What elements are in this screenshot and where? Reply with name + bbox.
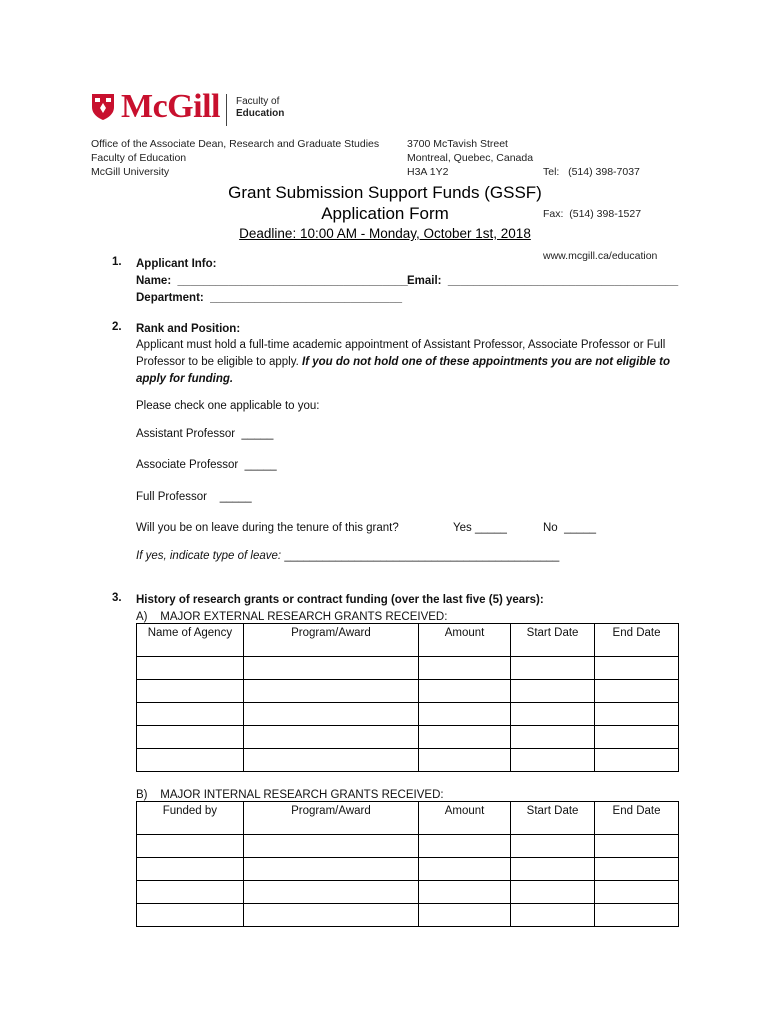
eligibility-text-line1: Applicant must hold a full-time academic appointment of Assistant Professor, Associate Professor or Full — [136, 339, 666, 351]
assistant-professor-option[interactable]: Assistant Professor _____ — [136, 428, 274, 440]
table-header-row — [137, 802, 679, 835]
office-block — [91, 137, 379, 179]
logo-faculty — [236, 96, 284, 120]
column-header: End Date — [595, 624, 679, 657]
table-cell[interactable] — [511, 858, 595, 881]
office-line: Faculty of Education — [91, 152, 187, 164]
column-header: Amount — [419, 624, 511, 657]
leave-type-field[interactable] — [136, 548, 559, 565]
table-cell[interactable] — [137, 680, 244, 703]
internal-grants-table — [136, 801, 679, 927]
logo-faculty-line1: Faculty of — [236, 96, 280, 107]
table-cell[interactable] — [511, 657, 595, 680]
name-field[interactable]: Name: ____________________________________ — [136, 275, 408, 287]
table-cell[interactable] — [419, 881, 511, 904]
leave-question: Will you be on leave during the tenure of this grant? — [136, 522, 399, 534]
table-cell[interactable] — [243, 904, 418, 927]
table-cell[interactable] — [137, 726, 244, 749]
table-cell[interactable] — [243, 657, 418, 680]
table-row — [137, 703, 679, 726]
table-cell[interactable] — [137, 657, 244, 680]
table-cell[interactable] — [137, 881, 244, 904]
table-cell[interactable] — [419, 726, 511, 749]
leave-no-option[interactable]: No _____ — [543, 522, 597, 534]
table-cell[interactable] — [419, 858, 511, 881]
full-professor-option[interactable]: Full Professor _____ — [136, 491, 252, 503]
external-grants-table — [136, 623, 679, 772]
column-header: Program/Award — [243, 802, 418, 835]
website-link[interactable]: www.mcgill.ca/education — [543, 250, 658, 262]
department-field[interactable]: Department: ______________________________ — [136, 292, 402, 304]
associate-professor-option[interactable]: Associate Professor _____ — [136, 459, 277, 471]
office-line: McGill University — [91, 166, 170, 178]
table-row — [137, 904, 679, 927]
table-header-row — [137, 624, 679, 657]
logo-wordmark: McGill — [121, 88, 220, 125]
table-row — [137, 749, 679, 772]
table-cell[interactable] — [511, 835, 595, 858]
table-cell[interactable] — [511, 904, 595, 927]
table-cell[interactable] — [595, 680, 679, 703]
deadline: Deadline: 10:00 AM - Monday, October 1st, 2018 — [239, 226, 531, 241]
table-cell[interactable] — [137, 858, 244, 881]
table-cell[interactable] — [595, 703, 679, 726]
column-header: Start Date — [511, 624, 595, 657]
table-cell[interactable] — [243, 835, 418, 858]
table-cell[interactable] — [595, 749, 679, 772]
table-cell[interactable] — [137, 703, 244, 726]
table-cell[interactable] — [243, 680, 418, 703]
table-cell[interactable] — [419, 904, 511, 927]
table-cell[interactable] — [243, 703, 418, 726]
email-field[interactable]: Email: ____________________________________ — [407, 275, 679, 287]
table-cell[interactable] — [511, 726, 595, 749]
logo-divider — [226, 94, 227, 126]
table-row — [137, 726, 679, 749]
table-row — [137, 680, 679, 703]
leave-type-line[interactable]: ___________________________________________ — [284, 550, 560, 562]
section-1-heading: Applicant Info: — [136, 258, 217, 270]
table-cell[interactable] — [595, 657, 679, 680]
fax-line: Fax: (514) 398-1527 — [543, 208, 642, 220]
table-row — [137, 835, 679, 858]
table-row — [137, 881, 679, 904]
eligibility-text-line2 — [136, 354, 670, 371]
table-cell[interactable] — [419, 657, 511, 680]
column-header: Name of Agency — [137, 624, 244, 657]
table-cell[interactable] — [419, 680, 511, 703]
table-cell[interactable] — [595, 835, 679, 858]
check-prompt: Please check one applicable to you: — [136, 400, 320, 412]
table-cell[interactable] — [137, 835, 244, 858]
column-header: End Date — [595, 802, 679, 835]
form-subtitle: Application Form — [321, 204, 449, 223]
phone-line: Tel: (514) 398-7037 — [543, 166, 640, 178]
table-cell[interactable] — [595, 904, 679, 927]
address-line: H3A 1Y2 — [407, 166, 449, 178]
leave-yes-option[interactable]: Yes _____ — [453, 522, 507, 534]
table-row — [137, 657, 679, 680]
internal-grants-title: B) MAJOR INTERNAL RESEARCH GRANTS RECEIVED: — [136, 789, 444, 801]
section-2-heading: Rank and Position: — [136, 323, 241, 335]
section-2-number: 2. — [112, 321, 122, 333]
table-cell[interactable] — [243, 881, 418, 904]
table-cell[interactable] — [511, 680, 595, 703]
eligibility-warning: If you do not hold one of these appointments you are not eligible to — [302, 356, 670, 368]
column-header: Start Date — [511, 802, 595, 835]
section-3-number: 3. — [112, 592, 122, 604]
table-cell[interactable] — [137, 749, 244, 772]
column-header: Funded by — [137, 802, 244, 835]
table-cell[interactable] — [419, 835, 511, 858]
table-cell[interactable] — [243, 726, 418, 749]
logo-faculty-line2: Education — [236, 108, 285, 119]
column-header: Amount — [419, 802, 511, 835]
section-1-number: 1. — [112, 256, 122, 268]
column-header: Program/Award — [243, 624, 418, 657]
table-cell[interactable] — [419, 749, 511, 772]
table-row — [137, 858, 679, 881]
external-grants-title: A) MAJOR EXTERNAL RESEARCH GRANTS RECEIVED: — [136, 611, 448, 623]
table-cell[interactable] — [243, 858, 418, 881]
section-3-heading: History of research grants or contract funding (over the last five (5) years): — [136, 594, 544, 606]
table-cell[interactable] — [511, 703, 595, 726]
table-cell[interactable] — [137, 904, 244, 927]
table-cell[interactable] — [511, 749, 595, 772]
table-cell[interactable] — [595, 726, 679, 749]
form-title: Grant Submission Support Funds (GSSF) — [228, 183, 542, 202]
address-line: Montreal, Quebec, Canada — [407, 152, 534, 164]
mcgill-shield-logo-icon — [91, 93, 115, 121]
table-cell[interactable] — [511, 881, 595, 904]
leave-type-label: If yes, indicate type of leave: — [136, 550, 285, 562]
eligibility-plain: Professor to be eligible to apply. — [136, 356, 302, 368]
table-cell[interactable] — [419, 703, 511, 726]
office-line: Office of the Associate Dean, Research and Graduate Studies — [91, 138, 380, 150]
eligibility-warning-line3: apply for funding. — [136, 373, 234, 385]
table-cell[interactable] — [595, 858, 679, 881]
table-cell[interactable] — [595, 881, 679, 904]
table-cell[interactable] — [243, 749, 418, 772]
address-line: 3700 McTavish Street — [407, 138, 508, 150]
address-block — [407, 137, 533, 179]
